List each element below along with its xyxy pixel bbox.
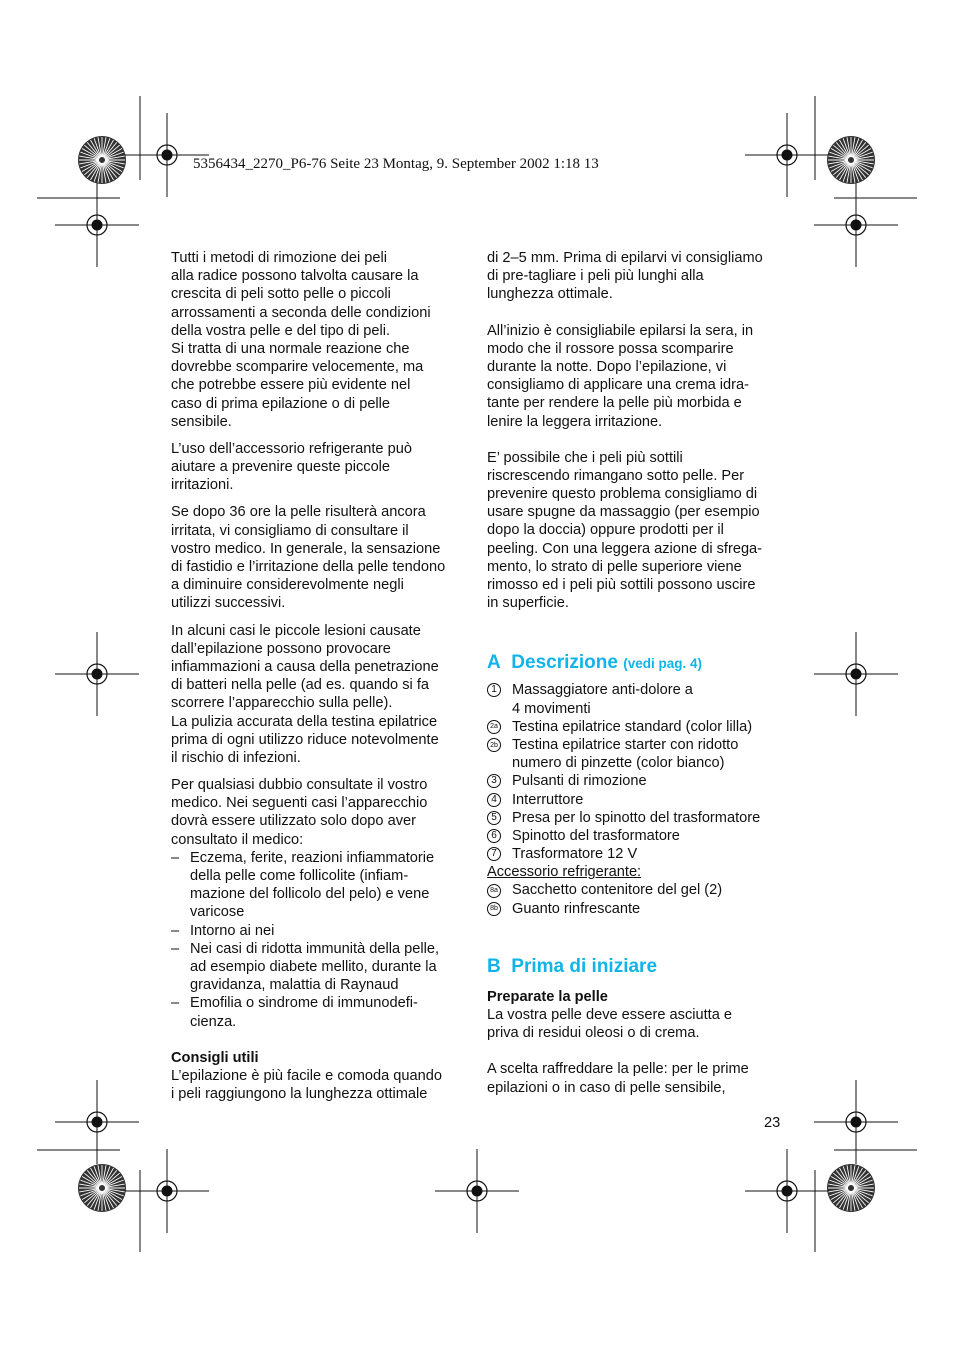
registration-target-icon xyxy=(745,1149,829,1233)
list-item: 3 Pulsanti di rimozione xyxy=(487,772,787,790)
list-item: – Nei casi di ridotta immunità della pelle, ad esempio diabete mellito, durante la gravidanza, malattia di Raynaud xyxy=(171,940,440,994)
list-item: 6 Spinotto del trasformatore xyxy=(487,827,787,845)
right-column xyxy=(487,249,787,1097)
paragraph-hair-length: di 2–5 mm. Prima di epilarvi vi consigliamo di pre-tagliare i peli più lunghi alla lunghezza ottimale. xyxy=(487,250,763,303)
section-a-heading: A Descrizione (vedi pag. 4) xyxy=(487,652,702,674)
list-item: 2b Testina epilatrice starter con ridotto numero di pinzette (color bianco) xyxy=(487,736,787,772)
dash-bullet: – xyxy=(171,995,180,1012)
list-item: – Eczema, ferite, reazioni infiammatorie della pelle come follicolite (infiam- mazione del follicolo del pelo) e vene varicose xyxy=(171,849,435,921)
circled-number-icon: 3 xyxy=(487,774,501,788)
list-item: 8b Guanto rinfrescante xyxy=(487,900,787,918)
registration-target-icon xyxy=(814,1080,898,1164)
paragraph-evening: All’inizio è consigliabile epilarsi la sera, in modo che il rossore possa scomparire durante la notte. Dopo l’epilazione, vi consigliamo di applicare una crema idra- tante per rendere la pelle più morbida e lenire la leggera irritazione. xyxy=(487,322,754,430)
color-bar-starburst-icon xyxy=(827,1164,875,1212)
dash-bullet: – xyxy=(171,922,180,939)
list-item: 7 Trasformatore 12 V xyxy=(487,845,787,863)
circled-number-icon: 2b xyxy=(487,738,501,752)
paragraph-dry-skin: La vostra pelle deve essere asciutta e priva di residui oleosi o di crema. xyxy=(487,1007,732,1042)
circled-number-icon: 5 xyxy=(487,811,501,825)
registration-target-icon xyxy=(745,113,829,197)
list-item: 1 Massaggiatore anti-dolore a 4 movimenti xyxy=(487,681,787,717)
circled-number-icon: 8b xyxy=(487,902,501,916)
registration-target-icon xyxy=(125,1149,209,1233)
accessory-list xyxy=(487,881,787,917)
paragraph-infections: In alcuni casi le piccole lesioni causate dall’epilazione possono provocare infiammazioni a causa della penetrazione di batteri nella pelle (ad es. quando si fa scorrere l’apparecchio sulla pelle). La pulizia accurata della testina epilatrice prima di ogni utilizzo riduce notevolmente il rischio di infezioni. xyxy=(171,622,439,766)
left-column xyxy=(171,249,471,1103)
circled-number-icon: 2a xyxy=(487,720,501,734)
registration-target-icon xyxy=(125,113,209,197)
dash-bullet: – xyxy=(171,940,180,957)
paragraph-cooling-accessory: L’uso dell’accessorio refrigerante può aiutare a prevenire queste piccole irritazioni. xyxy=(171,440,412,494)
prepare-skin-heading: Preparate la pelle xyxy=(487,988,608,1005)
paragraph-peeling: E’ possibile che i peli più sottili riscrescendo rimangano sotto pelle. Per prevenire questo problema consigliamo di usare spugne da massaggio (per esempio dopo la doccia) oppure prodotti per il peeling. Con una leggera azione di sfrega- mento, lo strato di pelle superiore viene rimosso ed i peli più sottili possono uscire in superficie. xyxy=(487,449,763,612)
circled-number-icon: 7 xyxy=(487,847,501,861)
list-item: – Emofilia o sindrome di immunodefi- cienza. xyxy=(171,995,418,1030)
accessory-label: Accessorio refrigerante: xyxy=(487,864,642,881)
page-number: 23 xyxy=(764,1115,781,1131)
paragraph-consult-doctor: Per qualsiasi dubbio consultate il vostro medico. Nei seguenti casi l’apparecchio dovrà essere utilizzato solo dopo aver consultato il medico: xyxy=(171,777,428,848)
list-item: 8a Sacchetto contenitore del gel (2) xyxy=(487,881,787,899)
circled-number-icon: 1 xyxy=(487,683,501,697)
dash-bullet: – xyxy=(171,849,180,866)
color-bar-starburst-icon xyxy=(78,136,126,184)
registration-target-icon xyxy=(55,183,139,267)
list-item: 4 Interruttore xyxy=(487,791,787,809)
color-bar-starburst-icon xyxy=(827,136,875,184)
registration-target-icon xyxy=(55,1080,139,1164)
list-item: 5 Presa per lo spinotto del trasformatore xyxy=(487,809,787,827)
registration-target-icon xyxy=(55,632,139,716)
registration-target-icon xyxy=(814,632,898,716)
section-b-heading: B Prima di iniziare xyxy=(487,955,658,977)
circled-number-icon: 8a xyxy=(487,884,501,898)
print-slug-line: 5356434_2270_P6-76 Seite 23 Montag, 9. September 2002 1:18 13 xyxy=(193,156,599,172)
registration-target-icon xyxy=(435,1149,519,1233)
color-bar-starburst-icon xyxy=(78,1164,126,1212)
paragraph-regrowth: Tutti i metodi di rimozione dei peli alla radice possono talvolta causare la crescita di peli sotto pelle o piccoli arrossamenti a seconda delle condizioni della vostra pelle e del tipo di peli. Si tratta di una normale reazione che dovrebbe scomparire velocemente, ma che potrebbe essere più evidente nel caso di prima epilazione o di pelle sensibile. xyxy=(171,250,431,430)
registration-target-icon xyxy=(814,183,898,267)
list-item: – Intorno ai nei xyxy=(171,922,275,939)
parts-list xyxy=(487,681,787,863)
circled-number-icon: 4 xyxy=(487,793,501,807)
paragraph-tips: L’epilazione è più facile e comoda quando i peli raggiungono la lunghezza ottimale xyxy=(171,1067,442,1103)
paragraph-irritation: Se dopo 36 ore la pelle risulterà ancora irritata, vi consigliamo di consultare il vostro medico. In generale, la sensazione di fastidio e l’irritazione della pelle tendono a diminuire considerevolmente negli utilizzi successivi. xyxy=(171,504,446,612)
bullet-list xyxy=(171,849,471,1031)
circled-number-icon: 6 xyxy=(487,829,501,843)
list-item: 2a Testina epilatrice standard (color lilla) xyxy=(487,718,787,736)
paragraph-cool-skin: A scelta raffreddare la pelle: per le prime epilazioni o in caso di pelle sensibile, xyxy=(487,1061,749,1096)
tips-heading: Consigli utili xyxy=(171,1049,259,1066)
